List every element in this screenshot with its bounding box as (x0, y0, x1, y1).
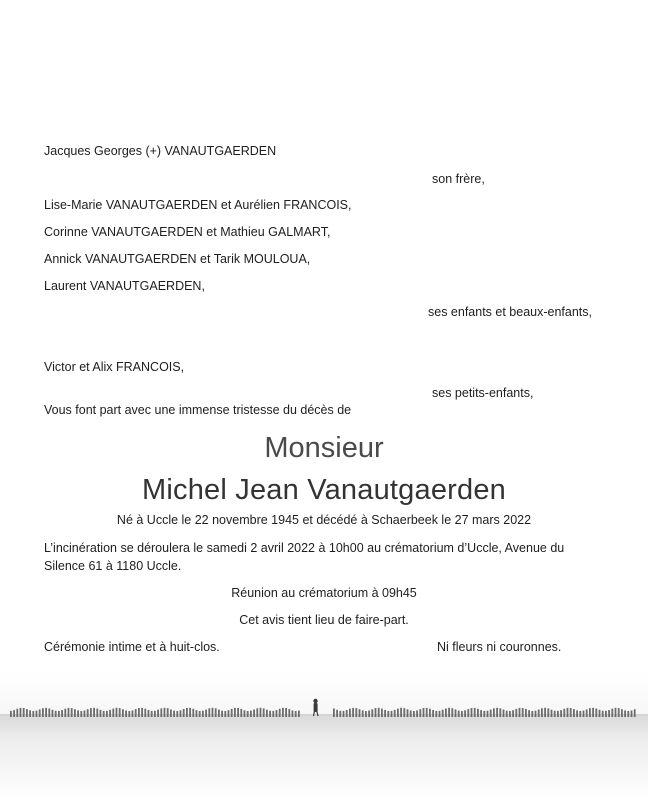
groyne-post (544, 708, 546, 717)
groyne-post (595, 709, 597, 718)
grandchildren-relation: ses petits-enfants, (432, 386, 534, 400)
groyne-post (419, 709, 421, 717)
groyne-post (298, 711, 300, 717)
groyne-post (624, 711, 626, 718)
groyne-post (240, 709, 242, 717)
groyne-post (515, 709, 517, 717)
groyne-post (573, 709, 575, 717)
groyne-post (496, 708, 498, 717)
brother-relation: son frère, (432, 172, 485, 186)
groyne-post (445, 709, 447, 718)
groyne-post (528, 710, 530, 717)
brother-name: Jacques Georges (+) VANAUTGAERDEN (44, 144, 277, 158)
groyne-post (221, 711, 223, 717)
groyne-post (164, 708, 166, 717)
groyne-post (157, 710, 159, 717)
groyne-post (192, 709, 194, 717)
groyne-post (100, 710, 102, 717)
groyne-post (180, 710, 182, 717)
groyne-post (365, 711, 367, 717)
groyne-post (167, 708, 169, 717)
groyne-post (583, 711, 585, 717)
ceremony-line-2: Silence 61 à 1180 Uccle. (44, 559, 182, 573)
groyne-post (378, 708, 380, 717)
groyne-post (39, 709, 41, 717)
groyne-post (250, 711, 252, 717)
groyne-post (368, 711, 370, 718)
groyne-post (256, 708, 258, 717)
groyne-post (151, 711, 153, 717)
groyne-post (93, 708, 95, 717)
groyne-post (26, 709, 28, 717)
groyne-post (77, 710, 79, 717)
groyne-post (176, 711, 178, 717)
groyne-post (10, 711, 12, 717)
groyne-post (260, 708, 262, 717)
groyne-post (432, 710, 434, 717)
groyne-post (467, 709, 469, 717)
groyne-post (253, 710, 255, 718)
groyne-post (599, 710, 601, 717)
children-relation: ses enfants et beaux-enfants, (428, 305, 592, 319)
groyne-post (244, 710, 246, 717)
groyne-post (132, 710, 134, 717)
groyne-post (381, 709, 383, 717)
groyne-post (125, 711, 127, 718)
groyne-post (61, 710, 63, 717)
groyne-post (84, 711, 86, 718)
groyne-post (234, 708, 236, 717)
groyne-post (362, 710, 364, 717)
reunion-text: Réunion au crématorium à 09h45 (231, 586, 417, 600)
groyne-post (71, 708, 73, 717)
groyne-post (106, 711, 108, 717)
announcement-text: Vous font part avec une immense tristesse du décès de (44, 403, 352, 417)
groyne-post (189, 708, 191, 717)
groyne-post (483, 711, 485, 717)
groyne-post (567, 708, 569, 717)
groyne-post (202, 711, 204, 717)
intimate-ceremony-text: Cérémonie intime et à huit-clos. (44, 640, 220, 654)
groyne-post (503, 710, 505, 718)
groyne-post (237, 708, 239, 717)
groyne-post (346, 710, 348, 717)
groyne-post (541, 708, 543, 717)
groyne-post (276, 710, 278, 717)
groyne-post (551, 710, 553, 717)
groyne-post (410, 711, 412, 718)
groyne-post (592, 708, 594, 717)
birth-death-dates: Né à Uccle le 22 novembre 1945 et décédé à Schaerbeek le 27 mars 2022 (116, 513, 532, 527)
groyne-post (32, 711, 34, 717)
groyne-post (448, 708, 450, 717)
groyne-post (602, 711, 604, 717)
groyne-post (474, 708, 476, 717)
groyne-post (36, 711, 38, 717)
groyne-post (48, 709, 50, 718)
groyne-post (109, 710, 111, 717)
groyne-post (128, 711, 130, 717)
groyne-post (394, 710, 396, 717)
groyne-post (116, 708, 118, 717)
groyne-post (208, 708, 210, 717)
deceased-name: Michel Jean Vanautgaerden (142, 474, 506, 506)
groyne-post (387, 711, 389, 717)
groyne-post (464, 710, 466, 717)
groyne-post (509, 711, 511, 717)
groyne-post (333, 709, 335, 718)
groyne-post (170, 709, 172, 717)
groyne-post (487, 711, 489, 717)
groyne-post (576, 710, 578, 717)
groyne-post (493, 708, 495, 717)
groyne-post (138, 708, 140, 717)
groyne-post (455, 709, 457, 717)
groyne-post (535, 711, 537, 717)
groyne-post (292, 710, 294, 717)
groyne-post (288, 709, 290, 717)
groyne-post (42, 708, 44, 717)
groyne-post (371, 709, 373, 717)
groyne-post (391, 711, 393, 717)
groyne-post (442, 710, 444, 717)
groyne-post (512, 710, 514, 717)
groyne-post (477, 709, 479, 717)
groyne-post (141, 708, 143, 717)
groyne-post (480, 710, 482, 717)
groyne-post (605, 711, 607, 717)
groyne-post (611, 709, 613, 717)
groyne-post (343, 711, 345, 717)
groyne-post (627, 711, 629, 717)
groyne-post (538, 710, 540, 718)
groyne-post (525, 709, 527, 717)
groyne-post (68, 708, 70, 717)
groyne-post (413, 711, 415, 717)
groyne-post (461, 711, 463, 717)
groyne-post (560, 710, 562, 717)
child-line-1: Lise-Marie VANAUTGAERDEN et Aurélien FRANCOIS, (44, 198, 352, 212)
groyne-post (266, 710, 268, 717)
groyne-post (282, 708, 284, 717)
groyne-post (144, 709, 146, 717)
groyne-post (212, 708, 214, 717)
groyne-post (285, 708, 287, 717)
groyne-post (23, 708, 25, 717)
groyne-post (375, 708, 377, 717)
groyne-post (435, 711, 437, 717)
groyne-post (634, 709, 636, 717)
groyne-post (263, 708, 265, 717)
groyne-post (608, 710, 610, 717)
groyne-post (384, 710, 386, 717)
groyne-post (87, 709, 89, 717)
groyne-post (589, 708, 591, 717)
grandchildren-names: Victor et Alix FRANCOIS, (44, 360, 185, 374)
groyne-post (90, 708, 92, 717)
groyne-post (135, 709, 137, 717)
groyne-post (231, 709, 233, 717)
honorific: Monsieur (264, 432, 384, 464)
groyne-post (80, 711, 82, 717)
groyne-post (183, 709, 185, 717)
groyne-post (224, 711, 226, 717)
child-line-4: Laurent VANAUTGAERDEN, (44, 279, 205, 293)
groyne-post (531, 711, 533, 717)
groyne-post (563, 709, 565, 717)
groyne-post (586, 709, 588, 717)
child-line-3: Annick VANAUTGAERDEN et Tarik MOULOUA, (44, 252, 311, 266)
sand (0, 714, 648, 800)
beach-scene-image (0, 670, 648, 800)
groyne-post (119, 708, 121, 717)
groyne-post (20, 708, 22, 717)
groyne-post (618, 708, 620, 717)
groyne-post (45, 708, 47, 717)
groyne-post (295, 711, 297, 717)
groyne-post (349, 709, 351, 717)
groyne-post (13, 710, 15, 717)
groyne-post (112, 709, 114, 717)
groyne-post (279, 709, 281, 717)
groyne-post (336, 710, 338, 717)
groyne-post (355, 708, 357, 717)
groyne-post (458, 711, 460, 717)
groyne-post (416, 710, 418, 717)
groyne-post (205, 710, 207, 717)
groyne-post (122, 709, 124, 717)
groyne-post (547, 708, 549, 717)
groyne-post (186, 708, 188, 717)
groyne-post (359, 709, 361, 717)
groyne-post (64, 709, 66, 717)
groyne-post (16, 709, 18, 717)
no-flowers-text: Ni fleurs ni couronnes. (437, 640, 562, 654)
groyne-post (397, 709, 399, 717)
groyne-post (103, 711, 105, 717)
groyne-post (403, 708, 405, 717)
groyne-post (579, 711, 581, 717)
groyne-post (160, 708, 162, 717)
ceremony-line-1: L’incinération se déroulera le samedi 2 avril 2022 à 10h00 au crématorium d’Uccle, Avenue du (44, 541, 565, 555)
groyne-post (621, 709, 623, 717)
groyne-post (423, 708, 425, 717)
groyne-post (247, 711, 249, 717)
groyne-post (451, 708, 453, 717)
groyne-post (631, 711, 633, 718)
groyne-post (148, 710, 150, 717)
groyne-post (429, 709, 431, 717)
groyne-post (557, 711, 559, 717)
groyne-post (74, 709, 76, 717)
groyne-post (196, 710, 198, 717)
groyne-post (615, 708, 617, 717)
groyne-post (218, 710, 220, 717)
groyne-post (29, 710, 31, 717)
groyne-post (490, 710, 492, 717)
groyne-post (215, 708, 217, 717)
groyne-post (52, 710, 54, 717)
groyne-post (199, 711, 201, 717)
child-line-2: Corinne VANAUTGAERDEN et Mathieu GALMART, (44, 225, 331, 239)
groyne-post (154, 711, 156, 717)
groyne-post (55, 711, 57, 717)
groyne-post (554, 711, 556, 717)
groyne-post (96, 709, 98, 717)
groyne-post (272, 711, 274, 717)
groyne-post (522, 708, 524, 717)
groyne-post (352, 708, 354, 717)
groyne-post (499, 708, 501, 717)
groyne-post (58, 711, 60, 717)
groyne-post (506, 711, 508, 717)
groyne-post (426, 708, 428, 717)
groyne-post (519, 708, 521, 717)
groyne-post (439, 711, 441, 717)
groyne-post (407, 709, 409, 717)
groyne-post (400, 708, 402, 717)
groyne-post (339, 711, 341, 717)
groyne-post (570, 708, 572, 717)
groyne-post (228, 710, 230, 717)
groyne-post (269, 711, 271, 717)
notice-text: Cet avis tient lieu de faire-part. (239, 613, 409, 627)
groyne-post (471, 708, 473, 717)
groyne-post (173, 711, 175, 717)
